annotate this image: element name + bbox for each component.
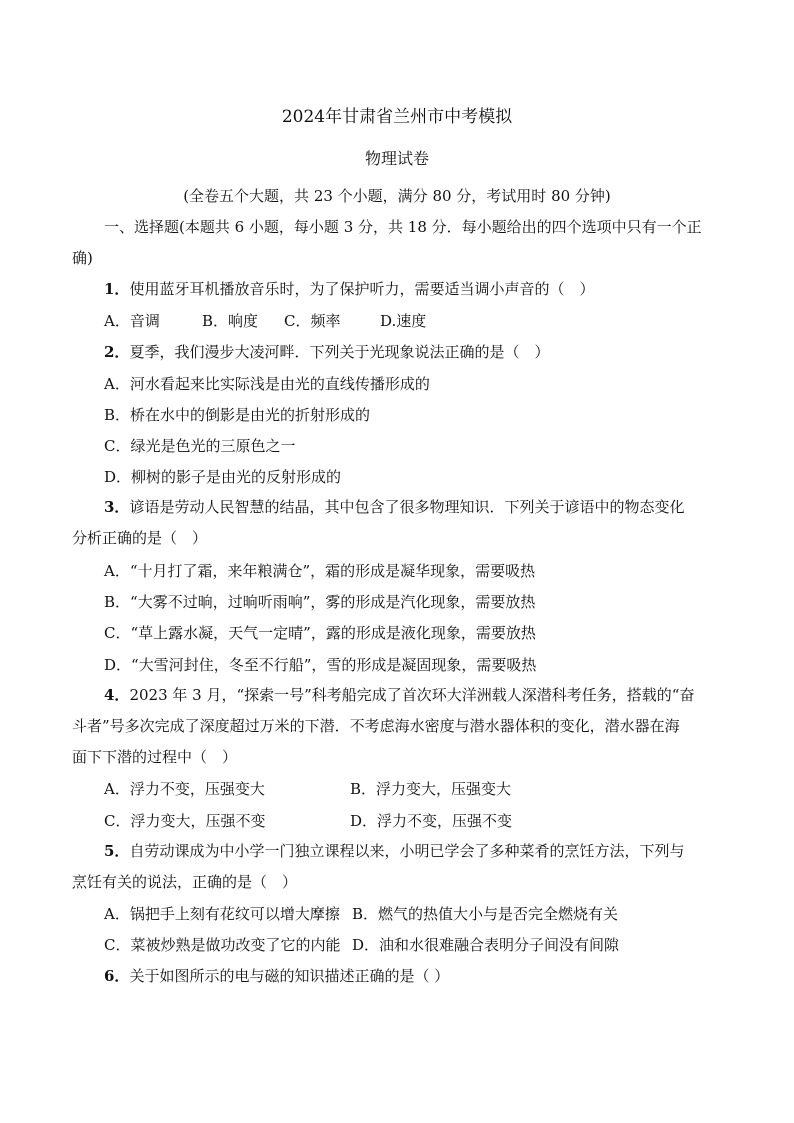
section-heading-line2: 确)	[72, 249, 93, 267]
q3-option-b: B．“大雾不过晌，过晌听雨响”，雾的形成是汽化现象，需要放热	[104, 593, 536, 611]
question-4	[104, 685, 694, 705]
q5-option-b: B．燃气的热值大小与是否完全燃烧有关	[352, 905, 619, 923]
q5-option-d: D．油和水很难融合表明分子间没有间隙	[352, 936, 620, 954]
section-heading-line1: 一、选择题(本题共 6 小题，每小题 3 分，共 18 分．每小题给出的四个选项中只有一个正	[104, 218, 702, 236]
question-stem: 使用蓝牙耳机播放音乐时，为了保护听力，需要适当调小声音的（ ）	[129, 280, 595, 298]
question-stem: 夏季，我们漫步大凌河畔．下列关于光现象说法正确的是（ ）	[129, 343, 550, 361]
q4-option-c: C．浮力变大，压强不变	[104, 812, 266, 830]
question-stem: 2023 年 3 月，“探索一号”科考船完成了首次环大洋洲载人深潜科考任务，搭载的“奋	[129, 686, 695, 704]
question-2	[104, 342, 549, 362]
q4-option-b: B．浮力变大，压强变大	[350, 780, 512, 798]
exam-title: 2024年甘肃省兰州市中考模拟	[281, 107, 513, 127]
q2-option-d: D．柳树的影子是由光的反射形成的	[104, 468, 342, 486]
q3-option-a: A．“十月打了霜，来年粮满仓”，霜的形成是凝华现象，需要吸热	[104, 562, 536, 580]
question-number: 5．	[104, 842, 130, 860]
question-stem: 谚语是劳动人民智慧的结晶，其中包含了很多物理知识．下列关于谚语中的物态变化	[129, 498, 685, 516]
exam-subtitle: 物理试卷	[364, 149, 429, 168]
q4-option-a: A．浮力不变，压强变大	[104, 780, 265, 798]
q2-option-b: B．桥在水中的倒影是由光的折射形成的	[104, 406, 371, 424]
question-stem: 关于如图所示的电与磁的知识描述正确的是（ ）	[129, 967, 450, 985]
q1-option-d: D.速度	[380, 312, 427, 330]
question-number: 3．	[104, 498, 130, 516]
question-3-continued: 分析正确的是（ ）	[72, 529, 208, 547]
question-5-continued: 烹饪有关的说法，正确的是（ ）	[72, 873, 298, 891]
q1-option-b: B．响度	[202, 312, 259, 330]
question-4-continued-1: 斗者”号多次完成了深度超过万米的下潜．不考虑海水密度与潜水器体积的变化，潜水器在海	[72, 717, 680, 735]
q2-option-a: A．河水看起来比实际浅是由光的直线传播形成的	[104, 375, 430, 393]
question-number: 1．	[104, 280, 130, 298]
q5-option-c: C．菜被炒熟是做功改变了它的内能	[104, 936, 341, 954]
exam-note: (全卷五个大题，共 23 个小题，满分 80 分，考试用时 80 分钟)	[183, 187, 611, 205]
question-number: 6．	[104, 967, 130, 985]
question-stem: 自劳动课成为中小学一门独立课程以来，小明已学会了多种菜肴的烹饪方法，下列与	[129, 842, 685, 860]
q1-option-c: C．频率	[284, 312, 341, 330]
q1-option-a: A．音调	[104, 312, 160, 330]
q5-option-a: A．锅把手上刻有花纹可以增大摩擦	[104, 905, 340, 923]
q4-option-d: D．浮力不变，压强不变	[350, 812, 513, 830]
q2-option-c: C．绿光是色光的三原色之一	[104, 437, 296, 455]
q3-option-d: D．“大雪河封住，冬至不行船”，雪的形成是凝固现象，需要吸热	[104, 656, 537, 674]
question-number: 2．	[104, 343, 130, 361]
question-number: 4．	[104, 686, 130, 704]
question-5	[104, 841, 684, 861]
question-6	[104, 966, 449, 986]
question-1	[104, 279, 594, 299]
q3-option-c: C．“草上露水凝，天气一定晴”，露的形成是液化现象，需要放热	[104, 624, 536, 642]
question-3	[104, 497, 684, 517]
question-4-continued-2: 面下下潜的过程中（ ）	[72, 748, 238, 766]
